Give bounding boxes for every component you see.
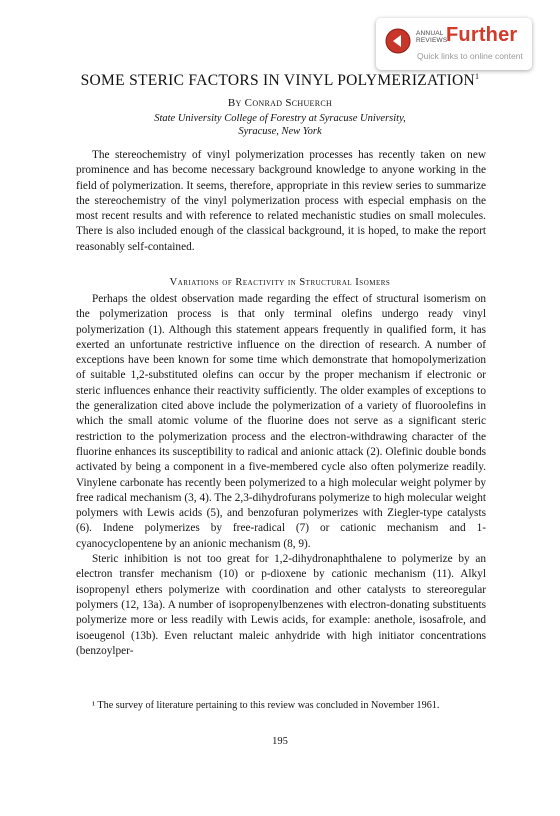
article-title-text: SOME STERIC FACTORS IN VINYL POLYMERIZATION (80, 72, 476, 90)
badge-reviews: REVIEWS (416, 37, 448, 44)
author-affiliation-line2: Syracuse, New York (238, 126, 322, 137)
badge-annual: ANNUAL (416, 30, 444, 37)
author-affiliation-line1: State University College of Forestry at Syracuse University, (154, 113, 406, 124)
title-footnote-mark: 1 (475, 72, 480, 81)
annual-reviews-logo-icon (385, 28, 411, 54)
article-title (0, 72, 560, 90)
article-author: By Conrad Schuerch (227, 97, 333, 109)
intro-section (76, 148, 486, 255)
footnote-text: ¹ The survey of literature pertaining to this review was concluded in November 1961. (92, 700, 440, 711)
section-heading: Variations of Reactivity in Structural Isomers (169, 277, 391, 288)
further-badge[interactable] (376, 18, 532, 70)
section-paragraph-1: Perhaps the oldest observation made regarding the effect of structural isomerism on the polymerization process is that only terminal olefins undergo ready vinyl polymerization (1). Although this statement appears frequently in qualified form, it has exerted an unfortunate restrictive influence on the direction of research. A number of exceptions have been known for some time which demonstrate that homopolymerization of suitable 1,2-substituted olefins can occur by the proper mechanism if electronic or steric influences enhance their reactivity sufficiently. The older examples of exceptions to the generalization cited above include the polymerization of a variety of fluoroolefins in which the small atomic volume of the fluorine does not serve as a significant steric restriction to the polymerization process and the electron-withdrawing character of the fluorine enhances its susceptibility to radical and anionic attack (2). Olefinic double bonds activated by being a component in a five-membered cycle also often polymerize readily. Vinylene carbonate has recently been polymerized to a high molecular weight polymer by free radical mechanism (3, 4). The 2,3-dihydrofurans polymerize to high molecular weight polymers with Lewis acids (5), and benzofuran polymerizes with Ziegler-type catalysts (6). Indene polymerizes by free-radical (7) or cationic mechanism and 1-cyanocyclopentene by an anionic mechanism (8, 9). (76, 293, 486, 550)
page-number: 195 (272, 736, 288, 747)
section-paragraph-2: Steric inhibition is not too great for 1,2-dihydronaphthalene to polymerize by an electron transfer mechanism (10) or p-dioxene by cationic mechanism (11). Alkyl isopropenyl ethers polymerize with coordination and other catalysts to stereoregular polymers (12, 13a). A number of isopropenylbenzenes with electron-donating substituents polymerize more or less readily with Lewis acids, for example: anethole, isosafrole, and isoeugenol (13b). Even reluctant maleic anhydride with high initiator concentrations (benzoylper- (76, 553, 486, 657)
section-body (76, 292, 486, 659)
badge-further-label[interactable]: Further (446, 24, 518, 46)
badge-subtitle[interactable]: Quick links to online content (417, 51, 523, 61)
footnote (76, 699, 486, 713)
badge-annual-reviews-text (416, 30, 447, 44)
intro-paragraph: The stereochemistry of vinyl polymerization processes has recently taken on new prominence and has become necessary background knowledge to anyone working in the field of polymerization. It seems, therefore, appropriate in this review series to summarize the stereochemistry of the vinyl polymerization process with especial emphasis on the most recent results and with reference to related mechanistic studies on small molecules. There is also included enough of the classical background, it is hoped, to make the report reasonably self-contained. (76, 149, 486, 253)
